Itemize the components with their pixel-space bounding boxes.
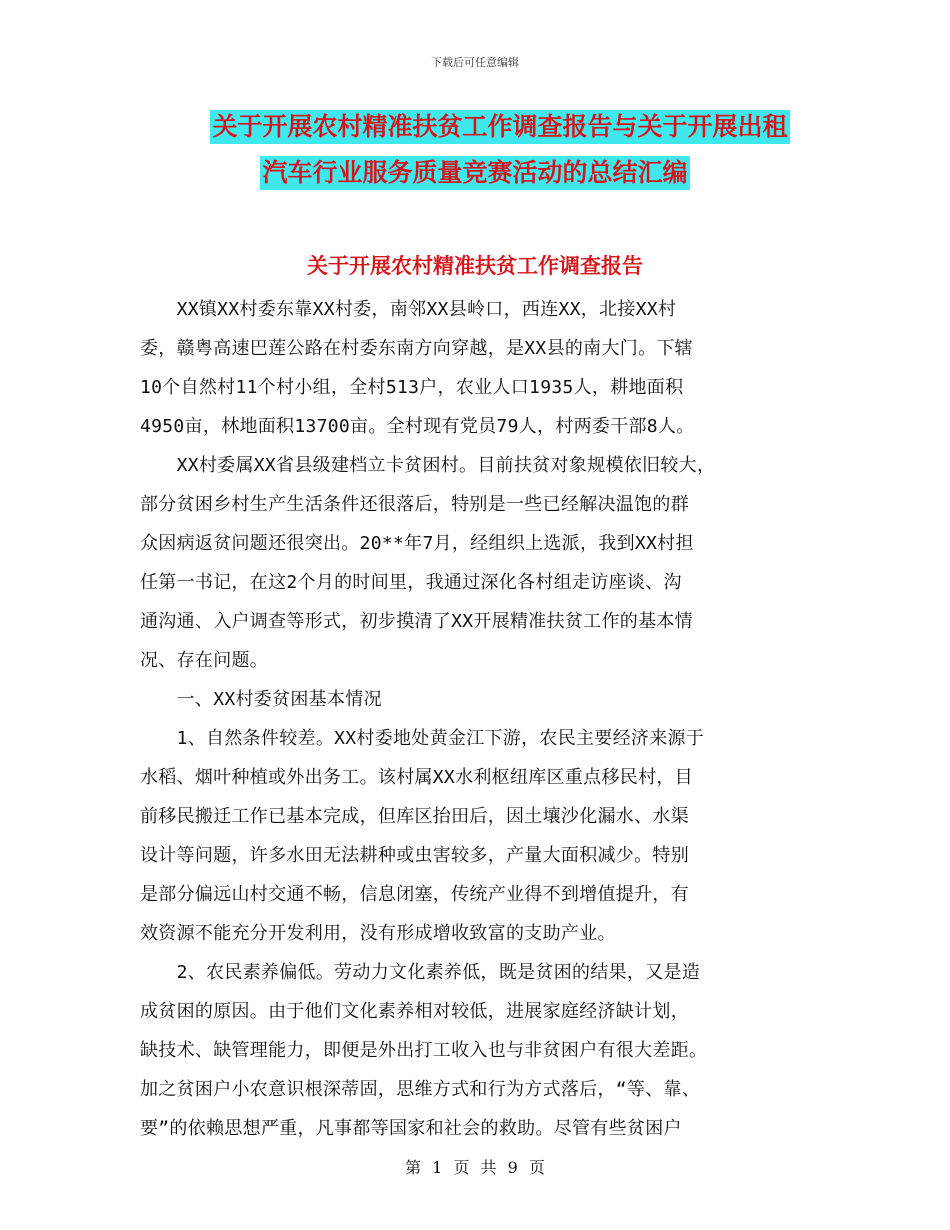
text-line: 10个自然村11个村小组，全村513户，农业人口1935人，耕地面积 <box>140 377 684 398</box>
text-line: 况、存在问题。 <box>140 650 269 671</box>
text-line: 委，赣粤高速巴莲公路在村委东南方向穿越，是XX县的南大门。下辖 <box>140 338 693 359</box>
document-title <box>0 110 950 202</box>
title-line-2: 汽车行业服务质量竞赛活动的总结汇编 <box>260 156 689 190</box>
text-line: 1、自然条件较差。XX村委地处黄金江下游，农民主要经济来源于 <box>140 728 705 749</box>
text-line: 要”的依赖思想严重，凡事都等国家和社会的救助。尽管有些贫困户 <box>140 1118 682 1139</box>
text-line: 4950亩，林地面积13700亩。全村现有党员79人，村两委干部8人。 <box>140 416 695 437</box>
text-line: XX镇XX村委东靠XX村委，南邻XX县岭口，西连XX，北接XX村 <box>140 299 677 320</box>
page-footer: 第 1 页 共 9 页 <box>405 1158 545 1177</box>
text-line: 前移民搬迁工作已基本完成，但库区抬田后，因土壤沙化漏水、水渠 <box>140 806 689 827</box>
text-line: 一、XX村委贫困基本情况 <box>140 689 382 710</box>
body-text <box>140 290 825 1148</box>
text-line: 通沟通、入户调查等形式，初步摸清了XX开展精准扶贫工作的基本情 <box>140 611 693 632</box>
text-line: 设计等问题，许多水田无法耕种或虫害较多，产量大面积减少。特别 <box>140 845 689 866</box>
text-line: 加之贫困户小农意识根深蒂固，思维方式和行为方式落后，“等、靠、 <box>140 1079 701 1100</box>
text-line: 众因病返贫问题还很突出。20**年7月，经组织上选派，我到XX村担 <box>140 533 694 554</box>
text-line: 是部分偏远山村交通不畅，信息闭塞，传统产业得不到增值提升，有 <box>140 884 689 905</box>
text-line: 任第一书记，在这2个月的时间里，我通过深化各村组走访座谈、沟 <box>140 572 682 593</box>
text-line: 部分贫困乡村生产生活条件还很落后，特别是一些已经解决温饱的群 <box>140 494 689 515</box>
text-line: XX村委属XX省县级建档立卡贫困村。目前扶贫对象规模依旧较大， <box>140 455 716 476</box>
text-line: 缺技术、缺管理能力，即便是外出打工收入也与非贫困户有很大差距。 <box>140 1040 708 1061</box>
section-title: 关于开展农村精准扶贫工作调查报告 <box>307 254 643 278</box>
text-line: 水稻、烟叶种植或外出务工。该村属XX水利枢纽库区重点移民村，目 <box>140 767 693 788</box>
text-line: 2、农民素养偏低。劳动力文化素养低，既是贫困的结果，又是造 <box>140 962 701 983</box>
text-line: 成贫困的原因。由于他们文化素养相对较低，进展家庭经济缺计划， <box>140 1001 689 1022</box>
title-line-1: 关于开展农村精准扶贫工作调查报告与关于开展出租 <box>210 110 789 144</box>
header-note: 下载后可任意编辑 <box>431 56 519 69</box>
text-line: 效资源不能充分开发利用，没有形成增收致富的支助产业。 <box>140 923 616 944</box>
